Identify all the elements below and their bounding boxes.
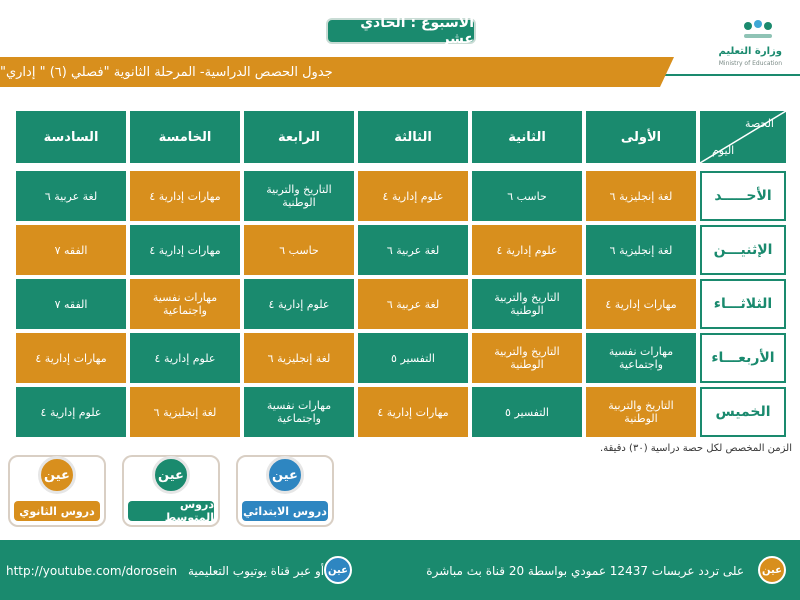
corner-day-label: اليوم bbox=[712, 144, 735, 157]
youtube-channel-text: أو عبر قناة يوتيوب التعليمية bbox=[188, 564, 325, 578]
schedule-cell: حاسب ٦ bbox=[244, 225, 354, 275]
period-header: الأولى bbox=[586, 111, 696, 163]
period-header: الخامسة bbox=[130, 111, 240, 163]
schedule-cell: التفسير ٥ bbox=[472, 387, 582, 437]
schedule-cell: حاسب ٦ bbox=[472, 171, 582, 221]
youtube-link[interactable]: http://youtube.com/dorosein bbox=[6, 564, 178, 578]
table-corner bbox=[700, 111, 786, 163]
schedule-cell: لغة عربية ٦ bbox=[358, 225, 468, 275]
schedule-cell: علوم إدارية ٤ bbox=[16, 387, 126, 437]
day-label: الثلاثـــاء bbox=[700, 279, 786, 329]
ministry-name-en: Ministry of Education bbox=[718, 60, 782, 67]
schedule-cell: لغة عربية ٦ bbox=[16, 171, 126, 221]
schedule-cell: مهارات نفسية واجتماعية bbox=[586, 333, 696, 383]
schedule-cell: علوم إدارية ٤ bbox=[244, 279, 354, 329]
page-title-band bbox=[0, 57, 660, 87]
footer-logo-right-icon: عين bbox=[758, 556, 786, 584]
schedule-cell: مهارات إدارية ٤ bbox=[586, 279, 696, 329]
period-header: السادسة bbox=[16, 111, 126, 163]
schedule-cell: الفقه ٧ bbox=[16, 225, 126, 275]
schedule-cell: التاريخ والتربية الوطنية bbox=[472, 333, 582, 383]
ein-logo-icon: عين bbox=[38, 456, 76, 494]
schedule-cell: لغة إنجليزية ٦ bbox=[586, 225, 696, 275]
week-label: الأسبوع : الحادي عشر bbox=[326, 18, 476, 44]
schedule-cell: مهارات إدارية ٤ bbox=[358, 387, 468, 437]
day-label: الأحـــــد bbox=[700, 171, 786, 221]
schedule-cell: التاريخ والتربية الوطنية bbox=[586, 387, 696, 437]
schedule-cell: التفسير ٥ bbox=[358, 333, 468, 383]
footer-logo-left-icon: عين bbox=[324, 556, 352, 584]
day-label: الخميس bbox=[700, 387, 786, 437]
schedule-table bbox=[2, 111, 786, 436]
schedule-cell: مهارات إدارية ٤ bbox=[16, 333, 126, 383]
schedule-cell: لغة إنجليزية ٦ bbox=[130, 387, 240, 437]
stage-link-card[interactable] bbox=[8, 455, 106, 527]
broadcast-text: على تردد عربسات 12437 عمودي بواسطة 20 قناة بث مباشرة bbox=[426, 564, 744, 578]
page-title: جدول الحصص الدراسية- المرحلة الثانوية "فصلي (٦) " إداري" bbox=[0, 64, 333, 80]
ministry-emblem-icon bbox=[740, 20, 776, 44]
schedule-cell: علوم إدارية ٤ bbox=[130, 333, 240, 383]
day-label: الأربعـــاء bbox=[700, 333, 786, 383]
stage-link-card[interactable] bbox=[236, 455, 334, 527]
stage-link-label: دروس الثانوي bbox=[14, 501, 100, 521]
ein-logo-icon: عين bbox=[266, 456, 304, 494]
schedule-cell: لغة عربية ٦ bbox=[358, 279, 468, 329]
stage-link-card[interactable] bbox=[122, 455, 220, 527]
schedule-cell: مهارات نفسية واجتماعية bbox=[244, 387, 354, 437]
schedule-cell: لغة إنجليزية ٦ bbox=[586, 171, 696, 221]
schedule-cell: التاريخ والتربية الوطنية bbox=[244, 171, 354, 221]
corner-period-label: الحصة bbox=[745, 117, 774, 130]
day-label: الإثنيـــن bbox=[700, 225, 786, 275]
schedule-cell: مهارات إدارية ٤ bbox=[130, 171, 240, 221]
schedule-cell: لغة إنجليزية ٦ bbox=[244, 333, 354, 383]
schedule-cell: مهارات نفسية واجتماعية bbox=[130, 279, 240, 329]
duration-note: الزمن المخصص لكل حصة دراسية (٣٠) دقيقة. bbox=[600, 443, 792, 454]
period-header: الثالثة bbox=[358, 111, 468, 163]
period-header: الرابعة bbox=[244, 111, 354, 163]
stage-link-label: دروس المتوسط bbox=[128, 501, 214, 521]
stage-link-label: دروس الابتدائي bbox=[242, 501, 328, 521]
schedule-cell: الفقه ٧ bbox=[16, 279, 126, 329]
ein-logo-icon: عين bbox=[152, 456, 190, 494]
period-header: الثانية bbox=[472, 111, 582, 163]
schedule-cell: مهارات إدارية ٤ bbox=[130, 225, 240, 275]
schedule-cell: علوم إدارية ٤ bbox=[472, 225, 582, 275]
ministry-name-ar: وزارة التعليم bbox=[718, 46, 782, 57]
ministry-logo bbox=[702, 20, 782, 72]
schedule-cell: علوم إدارية ٤ bbox=[358, 171, 468, 221]
footer-bar bbox=[0, 540, 800, 600]
schedule-cell: التاريخ والتربية الوطنية bbox=[472, 279, 582, 329]
